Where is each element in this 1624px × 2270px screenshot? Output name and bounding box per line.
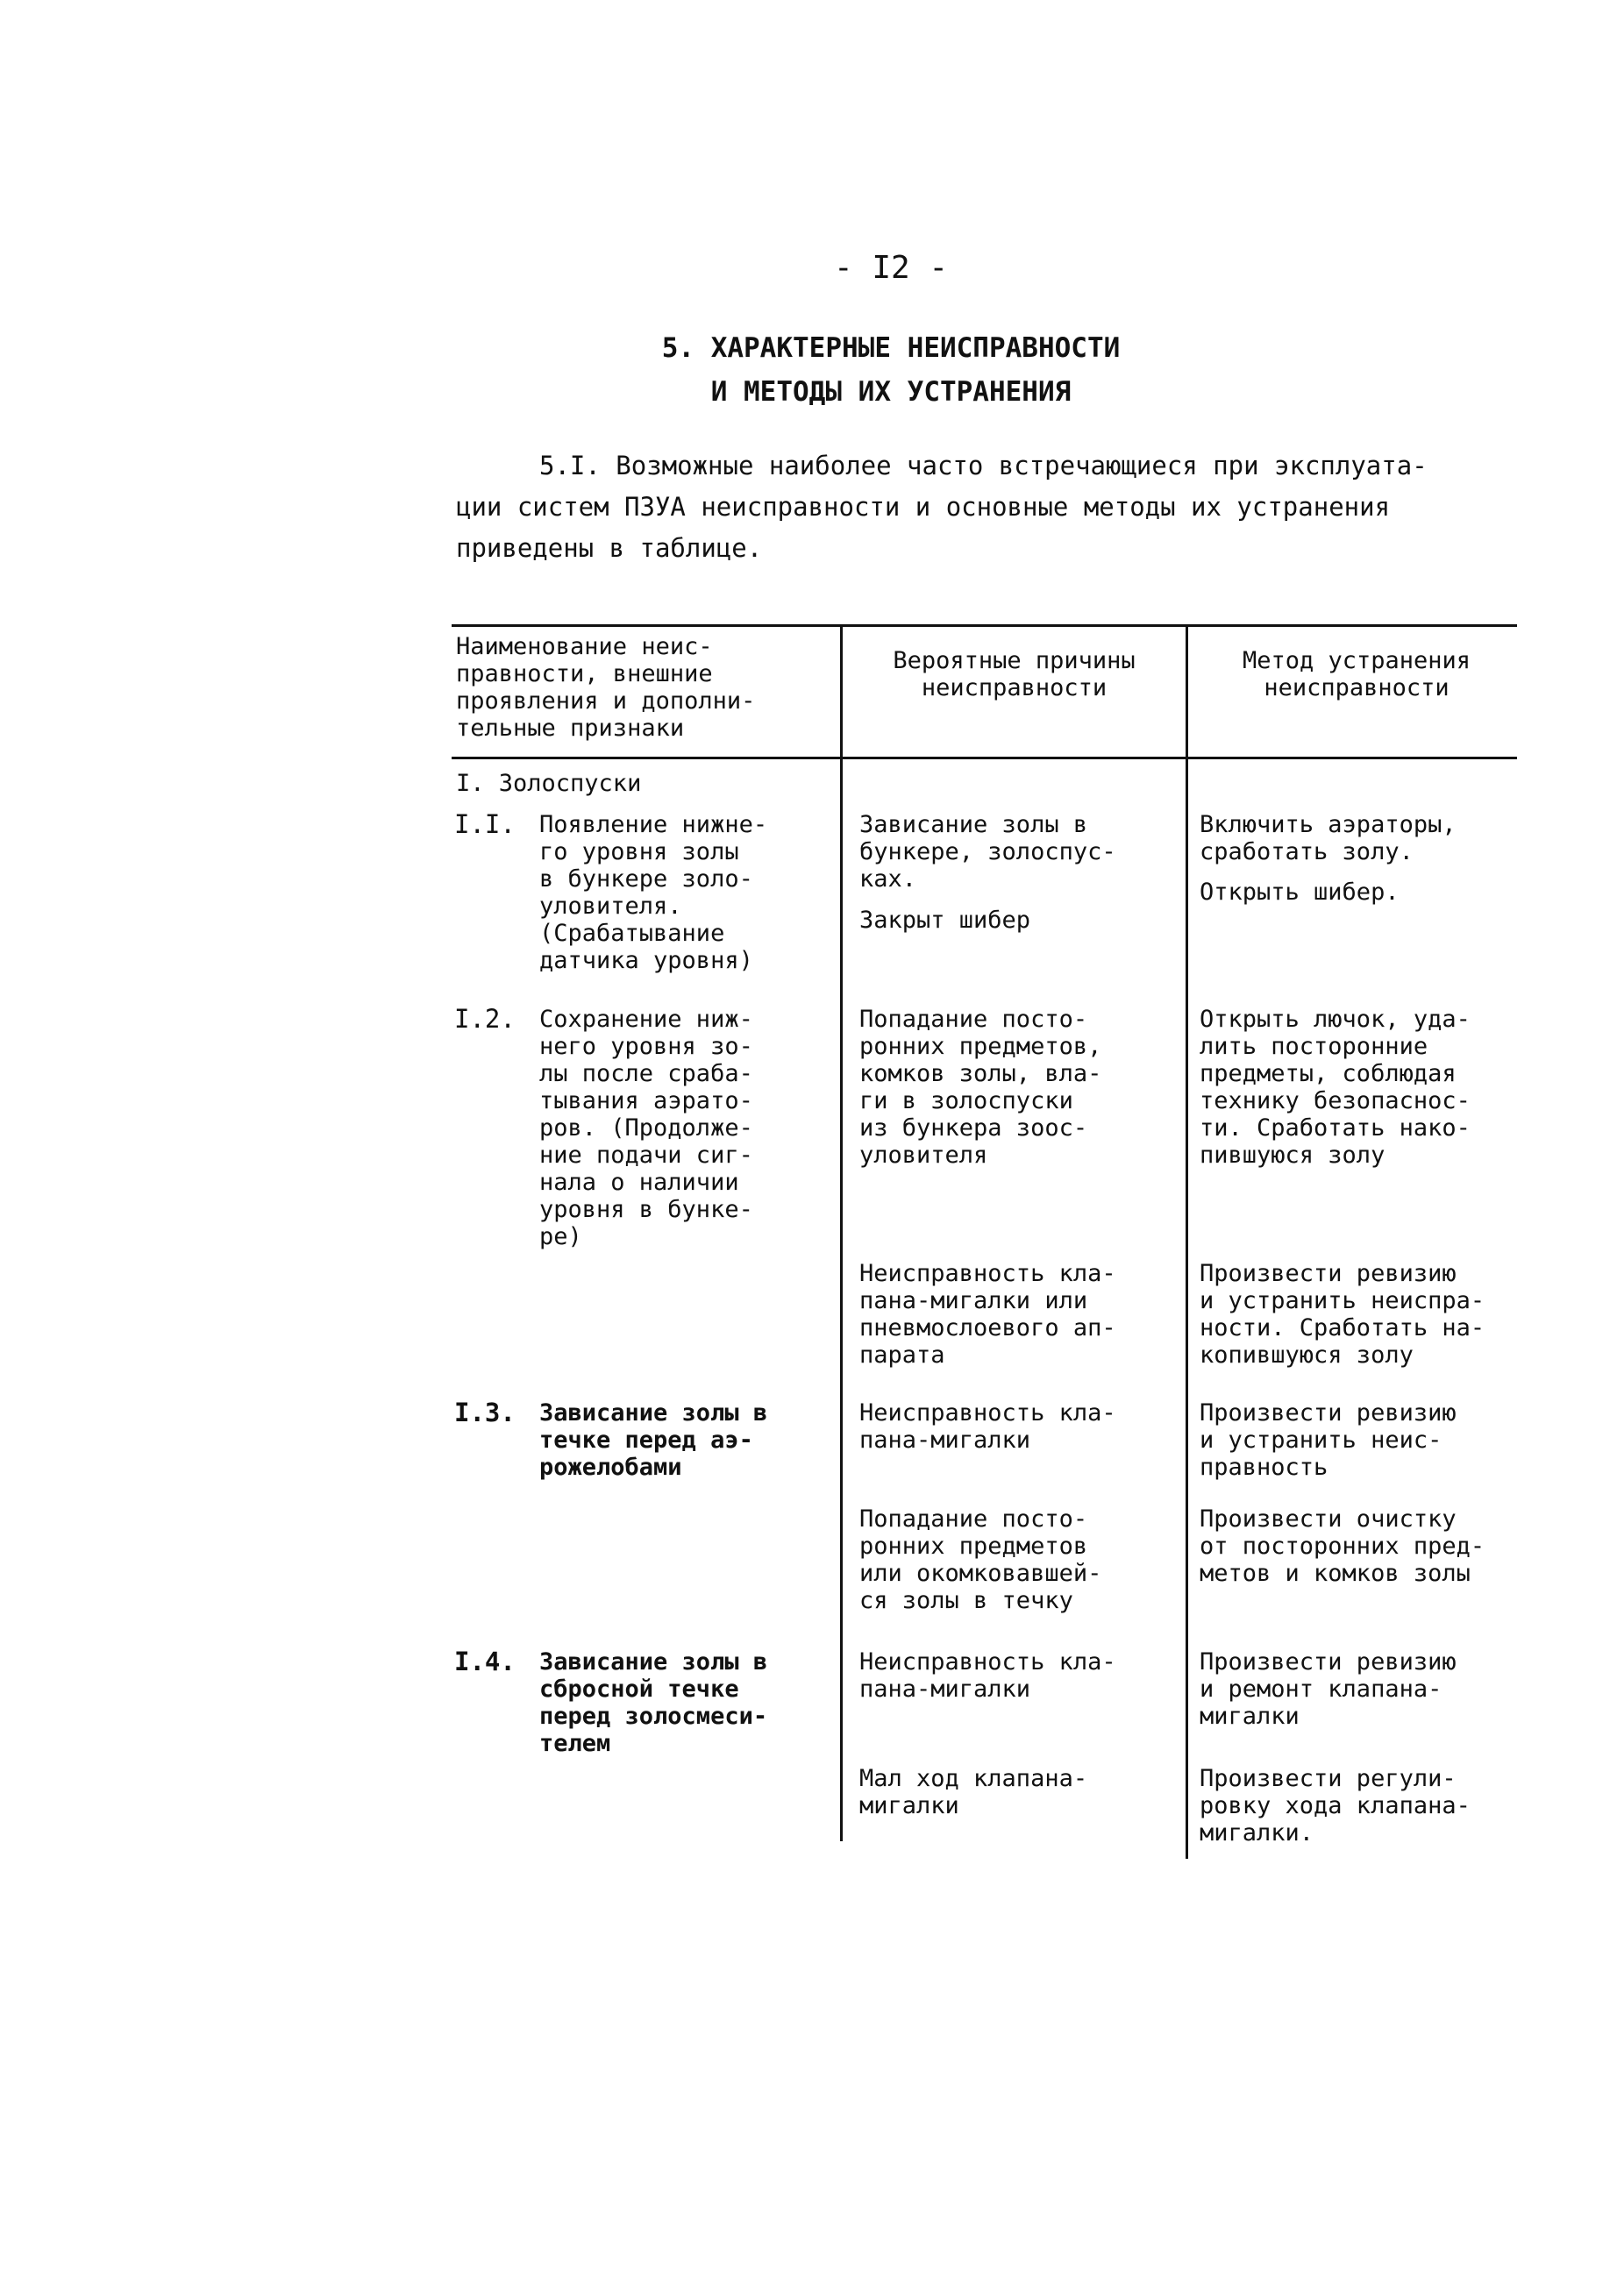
row-number: I.2.	[454, 1004, 516, 1034]
cause: Зависание золы в бункере, золоспус- ках.	[859, 811, 1116, 893]
heading-line-1: 5. ХАРАКТЕРНЫЕ НЕИСПРАВНОСТИ	[661, 332, 1121, 364]
method: Произвести ревизию и устранить неиспра- ности. Сработать на- копившуюся золу	[1200, 1260, 1485, 1369]
cause: Неисправность кла- пана-мигалки	[859, 1648, 1116, 1703]
method: Произвести очистку от посторонних пред- метов и комков золы	[1200, 1505, 1485, 1587]
method: Произвести регули- ровку хода клапана- мигалки.	[1200, 1765, 1471, 1847]
cause: Попадание посто- ронних предметов, комков золы, вла- ги в золоспуски из бункера зоос- уловителя	[859, 1006, 1102, 1169]
method: Открыть лючок, уда- лить посторонние предметы, соблюдая технику безопаснос- ти. Сработать нако- пившуюся золу	[1200, 1006, 1471, 1169]
intro-paragraph	[456, 445, 1508, 569]
column-divider-2	[1186, 624, 1188, 1859]
table-top-rule	[452, 624, 1517, 627]
page-number: - I2 -	[833, 250, 949, 286]
row-number: I.3.	[454, 1398, 516, 1427]
cause: Неисправность кла- пана-мигалки или пневмослоевого ап- парата	[859, 1260, 1116, 1369]
intro-line-1: 5.I. Возможные наиболее часто встречающиеся при эксплуата-	[539, 451, 1428, 480]
fault-name: Появление нижне- го уровня золы в бункере золо- уловителя. (Срабатывание датчика уровня)	[539, 811, 768, 974]
fault-name: Зависание золы в течке перед аэ- рожелобами	[539, 1399, 768, 1481]
intro-line-3: приведены в таблице.	[456, 533, 763, 563]
header-fault: Наименование неис- правности, внешние проявления и дополни- тельные признаки	[456, 633, 756, 742]
method: Включить аэраторы, сработать золу.	[1200, 811, 1457, 865]
method: Произвести ревизию и ремонт клапана- мигалки	[1200, 1648, 1457, 1730]
intro-line-2: ции систем ПЗУА неисправности и основные методы их устранения	[456, 492, 1391, 522]
cause: Закрыт шибер	[859, 907, 1031, 934]
column-divider-1	[840, 624, 843, 1841]
cause: Мал ход клапана- мигалки	[859, 1765, 1088, 1819]
row-number: I.I.	[454, 809, 516, 839]
header-method: Метод устранения неисправности	[1242, 647, 1471, 701]
method: Открыть шибер.	[1200, 879, 1400, 906]
cause: Попадание посто- ронних предметов или окомковавшей- ся золы в течку	[859, 1505, 1102, 1614]
table-header-rule	[452, 757, 1517, 759]
section-label: I. Золоспуски	[456, 770, 642, 797]
section-heading	[0, 326, 1624, 414]
header-cause: Вероятные причины неисправности	[893, 647, 1136, 701]
heading-line-2: И МЕТОДЫ ИХ УСТРАНЕНИЯ	[710, 376, 1072, 408]
fault-name: Сохранение ниж- него уровня зо- лы после сраба- тывания аэрато- ров. (Продолже- ние подачи сиг- нала о наличии уровня в бунке- ре)	[539, 1006, 753, 1250]
cause: Неисправность кла- пана-мигалки	[859, 1399, 1116, 1454]
method: Произвести ревизию и устранить неис- правность	[1200, 1399, 1457, 1481]
fault-name: Зависание золы в сбросной течке перед золосмеси- телем	[539, 1648, 768, 1757]
row-number: I.4.	[454, 1647, 516, 1676]
